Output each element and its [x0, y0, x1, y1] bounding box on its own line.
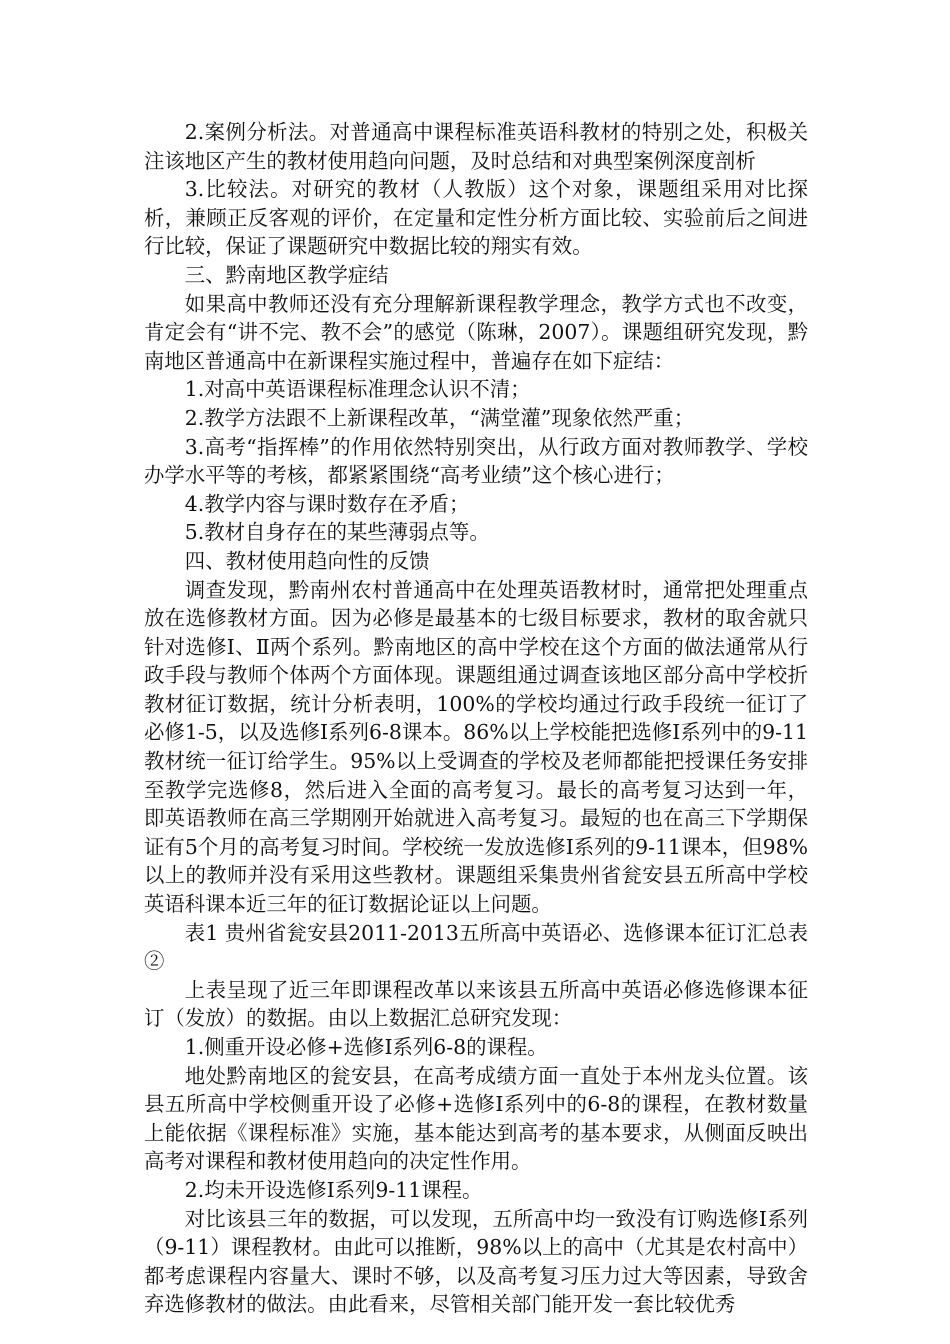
- paragraph-comparison: 3.比较法。对研究的教材（人教版）这个对象，课题组采用对比探析，兼顾正反客观的评价，在定量和定性分析方面比较、实验前后之间进行比较，保证了课题研究中数据比较的翔实有效。: [144, 177, 808, 259]
- paragraph-survey: 调查发现，黔南州农村普通高中在处理英语教材时，通常把处理重点放在选修教材方面。因为必修是最基本的七级目标要求，教材的取舍就只针对选修Ⅰ、Ⅱ两个系列。黔南地区的高中学校在这个方面的做法通常从行政手段与教师个体两个方面体现。课题组通过调查该地区部分高中学校折教材征订数据，统计分析表明，100%的学校均通过行政手段统一征订了必修1-5，以及选修Ⅰ系列6-8课本。86%以上学校能把选修Ⅰ系列中的9-11教材统一征订给学生。95%以上受调查的学校及老师都能把授课任务安排至教学完选修8，然后进入全面的高考复习。最长的高考复习达到一年，即英语教师在高三学期刚开始就进入高考复习。最短的也在高三下学期保证有5个月的高考复习时间。学校统一发放选修Ⅰ系列的9-11课本，但98%以上的教师并没有采用这些教材。课题组采集贵州省瓮安县五所高中学校英语科课本近三年的征订数据论证以上问题。: [144, 577, 808, 917]
- list-item-1: 1.对高中英语课程标准理念认识不清；: [184, 377, 531, 402]
- finding-2-heading: 2.均未开设选修Ⅰ系列9-11课程。: [184, 1177, 483, 1202]
- paragraph-table-summary: 上表呈现了近三年即课程改革以来该县五所高中英语必修选修课本征订（发放）的数据。由以上数据汇总研究发现：: [144, 977, 808, 1031]
- paragraph-case-analysis: 2.案例分析法。对普通高中课程标准英语科教材的特别之处，积极关注该地区产生的教材使用趋向问题，及时总结和对典型案例深度剖析: [144, 120, 808, 173]
- section-heading-4: 四、教材使用趋向性的反馈: [184, 548, 430, 573]
- list-item-2: 2.教学方法跟不上新课程改革，“满堂灌”现象依然严重；: [184, 405, 695, 430]
- finding-2-body: 对比该县三年的数据，可以发现，五所高中均一致没有订购选修Ⅰ系列（9-11）课程教材。由此可以推断，98%以上的高中（尤其是农村高中）都考虑课程内容量大、课时不够，以及高考复习压力过大等因素，导致舍弃选修教材的做法。由此看来，尽管相关部门能开发一套比较优秀: [144, 1206, 808, 1317]
- finding-1-heading: 1.侧重开设必修+选修Ⅰ系列6-8的课程。: [184, 1035, 548, 1059]
- paragraph-intro-problems: 如果高中教师还没有充分理解新课程教学理念，教学方式也不改变，肯定会有“讲不完、教不会”的感觉（陈琳，2007）。课题组研究发现，黔南地区普通高中在新课程实施过程中，普遍存在如下症结：: [144, 291, 808, 373]
- list-item-3: 3.高考“指挥棒”的作用依然特别突出，从行政方面对教师教学、学校办学水平等的考核，都紧紧围绕“高考业绩”这个核心进行；: [144, 434, 808, 488]
- document-page: [144, 118, 808, 1319]
- list-item-4: 4.教学内容与课时数存在矛盾；: [184, 491, 470, 516]
- section-heading-3: 三、黔南地区教学症结: [184, 262, 389, 287]
- finding-1-body: 地处黔南地区的瓮安县，在高考成绩方面一直处于本州龙头位置。该县五所高中学校侧重开设了必修+选修Ⅰ系列中的6-8的课程，在教材数量上能依据《课程标准》实施，基本能达到高考的基本要求，从侧面反映出高考对课程和教材使用趋向的决定性作用。: [144, 1063, 808, 1174]
- list-item-5: 5.教材自身存在的某些薄弱点等。: [184, 520, 490, 545]
- table-caption: 表1 贵州省瓮安县2011-2013五所高中英语必、选修课本征订汇总表②: [144, 920, 808, 974]
